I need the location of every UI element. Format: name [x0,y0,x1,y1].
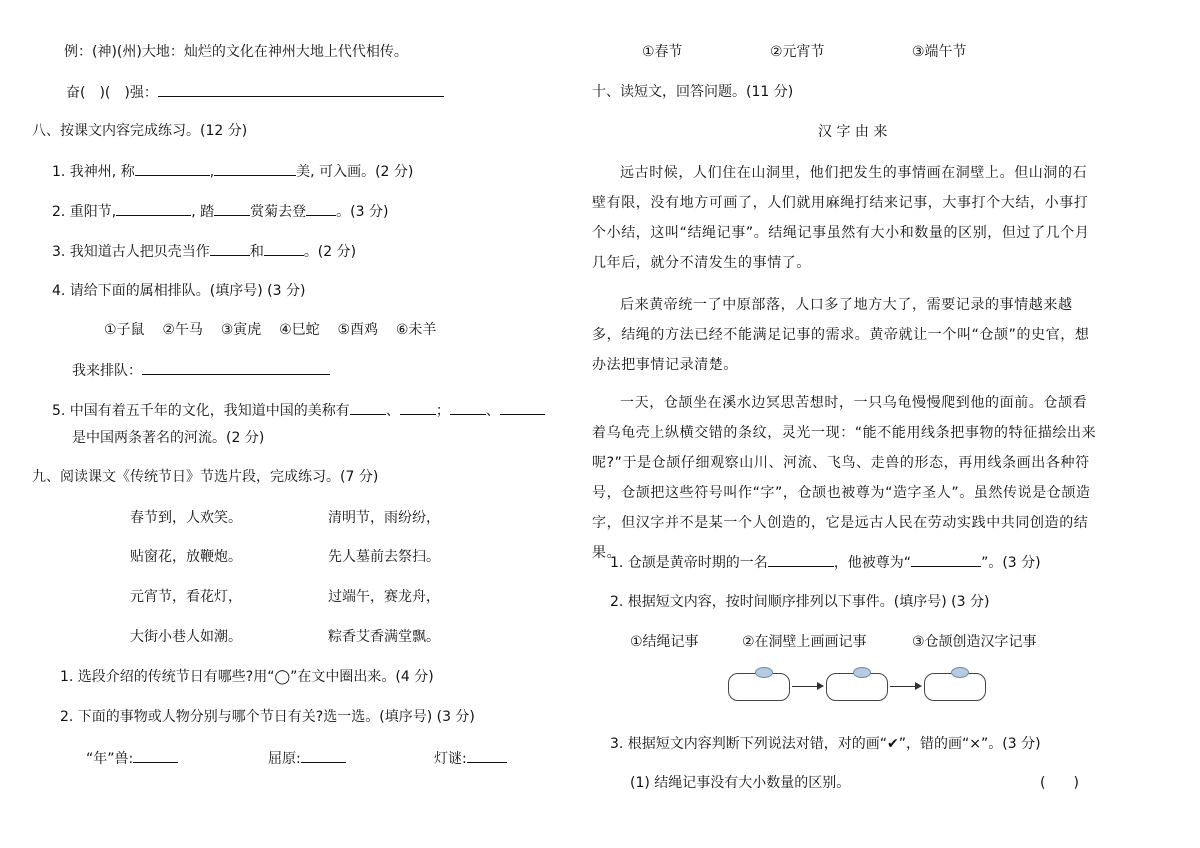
q-text: 赏菊去登 [250,204,307,220]
passage-paragraph-1 [592,158,1098,278]
s10-question-2: 2. 根据短文内容，按时间顺序排列以下事件。(填序号) (3 分) [610,594,990,610]
fen-qiang-question [66,82,444,103]
q2-item-label: “年”兽: [86,751,134,767]
answer-blank[interactable] [214,161,296,176]
rank-line [72,360,330,381]
cloud-icon [755,667,773,678]
example-line: 例：(神)(州)大地：灿烂的文化在神州大地上代代相传。 [64,44,408,60]
festival-option: ③端午节 [912,44,967,60]
answer-blank[interactable] [400,400,436,415]
answer-blank[interactable] [116,201,191,216]
q-text: 、 [485,403,500,419]
answer-blank[interactable] [467,748,507,763]
q-text: , 踏 [191,204,215,220]
passage-paragraph-2 [592,290,1098,380]
q-text: , [209,164,215,180]
answer-blank[interactable] [142,360,330,375]
s9-question-2: 2. 下面的事物或人物分别与哪个节日有关?选一选。(填序号) (3 分) [60,709,475,725]
q-text: 。(3 分) [336,204,389,220]
section-10-title: 十、读短文，回答问题。(11 分) [592,84,794,100]
answer-blank[interactable] [911,552,981,567]
q-text: ，他被尊为“ [833,555,912,571]
poem-line: 贴窗花，放鞭炮。 [130,549,242,565]
answer-blank[interactable] [350,400,386,415]
q2-item-label: 屈原: [268,751,301,767]
s8-question-5-cont: 是中国两条著名的河流。(2 分) [72,430,265,446]
paragraph-text: 后来黄帝统一了中原部落，人口多了地方大了，需要记录的事情越来越多，结绳的方法已经不能满足记事的需求。黄帝就让一个叫“仓颉”的史官，想办法把事情记录清楚。 [592,297,1090,373]
festival-option: ②元宵节 [770,44,825,60]
order-box[interactable] [924,673,986,701]
answer-blank[interactable] [768,552,834,567]
answer-blank[interactable] [264,241,304,256]
s9-question-1: 1. 选段介绍的传统节日有哪些?用“◯”在文中圈出来。(4 分) [60,669,434,685]
answer-blank[interactable] [135,161,210,176]
event-option: ③仓颉创造汉字记事 [912,634,1037,650]
poem-line: 粽香艾香满堂飘。 [328,629,440,645]
poem-line: 大街小巷人如潮。 [130,629,242,645]
paragraph-text: 远古时候，人们住在山洞里，他们把发生的事情画在洞壁上。但山洞的石壁有限，没有地方可画了，人们就用麻绳打结来记事，大事打个大结，小事打个小结，这叫“结绳记事”。结绳记事虽然有大小和数量的区别，但过了几个月几年后，就分不清发生的事情了。 [592,165,1090,271]
order-box[interactable] [728,673,790,701]
q-text: 和 [249,244,264,260]
poem-line: 春节到，人欢笑。 [130,510,242,526]
judge-answer-paren[interactable]: ( ) [1040,775,1079,791]
q2-item [86,748,178,769]
answer-blank[interactable] [301,748,346,763]
passage-paragraph-3 [592,388,1098,568]
answer-blank[interactable] [450,400,486,415]
answer-blank[interactable] [210,241,250,256]
q-text: ”。(3 分) [981,555,1041,571]
q-text: 1. 我神州, 称 [52,164,135,180]
q-text: 美, 可入画。(2 分) [296,164,414,180]
q-text: 2. 重阳节, [52,204,117,220]
s8-question-3 [52,241,356,262]
s8-question-1 [52,161,413,182]
q2-item [268,748,346,769]
passage-title: 汉 字 由 来 [818,124,888,140]
poem-line: 清明节，雨纷纷， [328,510,440,526]
zodiac-item: ③寅虎 [220,322,262,338]
answer-blank[interactable] [306,201,336,216]
section-9-title: 九、阅读课文《传统节日》节选片段，完成练习。(7 分) [32,469,379,485]
zodiac-list [104,320,436,340]
s10-question-3: 3. 根据短文内容判断下列说法对错，对的画“✔”，错的画“×”。(3 分) [610,736,1041,752]
q-text: ； [435,403,450,419]
q-text: 5. 中国有着五千年的文化，我知道中国的美称有 [52,403,350,419]
s8-question-2 [52,201,388,222]
zodiac-item: ⑤酉鸡 [337,322,379,338]
answer-blank[interactable] [500,400,545,415]
judge-statement-1: (1) 结绳记事没有大小数量的区别。 [630,775,851,791]
q-text: 、 [385,403,400,419]
q-text: 1. 仓颉是黄帝时期的一名 [610,555,768,571]
zodiac-item: ①子鼠 [104,322,145,338]
zodiac-item: ④巳蛇 [279,322,320,338]
rank-label: 我来排队： [72,363,142,379]
s8-question-5 [52,400,545,421]
poem-line: 先人墓前去祭扫。 [328,549,440,565]
poem-line: 过端午，赛龙舟， [328,589,440,605]
q-text: 3. 我知道古人把贝壳当作 [52,244,210,260]
q-text: 。(2 分) [303,244,357,260]
festival-option: ①春节 [642,44,683,60]
answer-blank[interactable] [214,201,250,216]
poem-line: 元宵节，看花灯， [130,589,242,605]
q2-item [434,748,507,769]
zodiac-item: ②午马 [162,322,203,338]
event-option: ①结绳记事 [630,634,699,650]
cloud-icon [853,667,871,678]
order-box[interactable] [826,673,888,701]
s8-question-4: 4. 请给下面的属相排队。(填序号) (3 分) [52,283,306,299]
arrow-icon [890,686,920,687]
paragraph-text: 一天，仓颉坐在溪水边冥思苦想时，一只乌龟慢慢爬到他的面前。仓颉看着乌龟壳上纵横交错的条纹，灵光一现：“能不能用线条把事物的特征描绘出来呢?”于是仓颉仔细观察山川、河流、飞鸟、走兽的形态，再用线条画出各种符号，仓颉把这些符号叫作“字”，仓颉也被尊为“造字圣人”。虽然传说是仓颉造字，但汉字并不是某一个人创造的，它是远古人民在劳动实践中共同创造的结果。 [592,395,1097,561]
zodiac-item: ⑥未羊 [395,322,437,338]
q2-item-label: 灯谜: [434,751,467,767]
section-8-title: 八、按课文内容完成练习。(12 分) [32,123,248,139]
cloud-icon [951,667,969,678]
event-option: ②在洞壁上画画记事 [742,634,867,650]
s10-question-1 [610,552,1041,573]
answer-blank[interactable] [133,748,178,763]
arrow-icon [792,686,822,687]
answer-blank[interactable] [158,82,444,97]
fen-qiang-prompt: 奋( )( )强： [66,85,158,101]
